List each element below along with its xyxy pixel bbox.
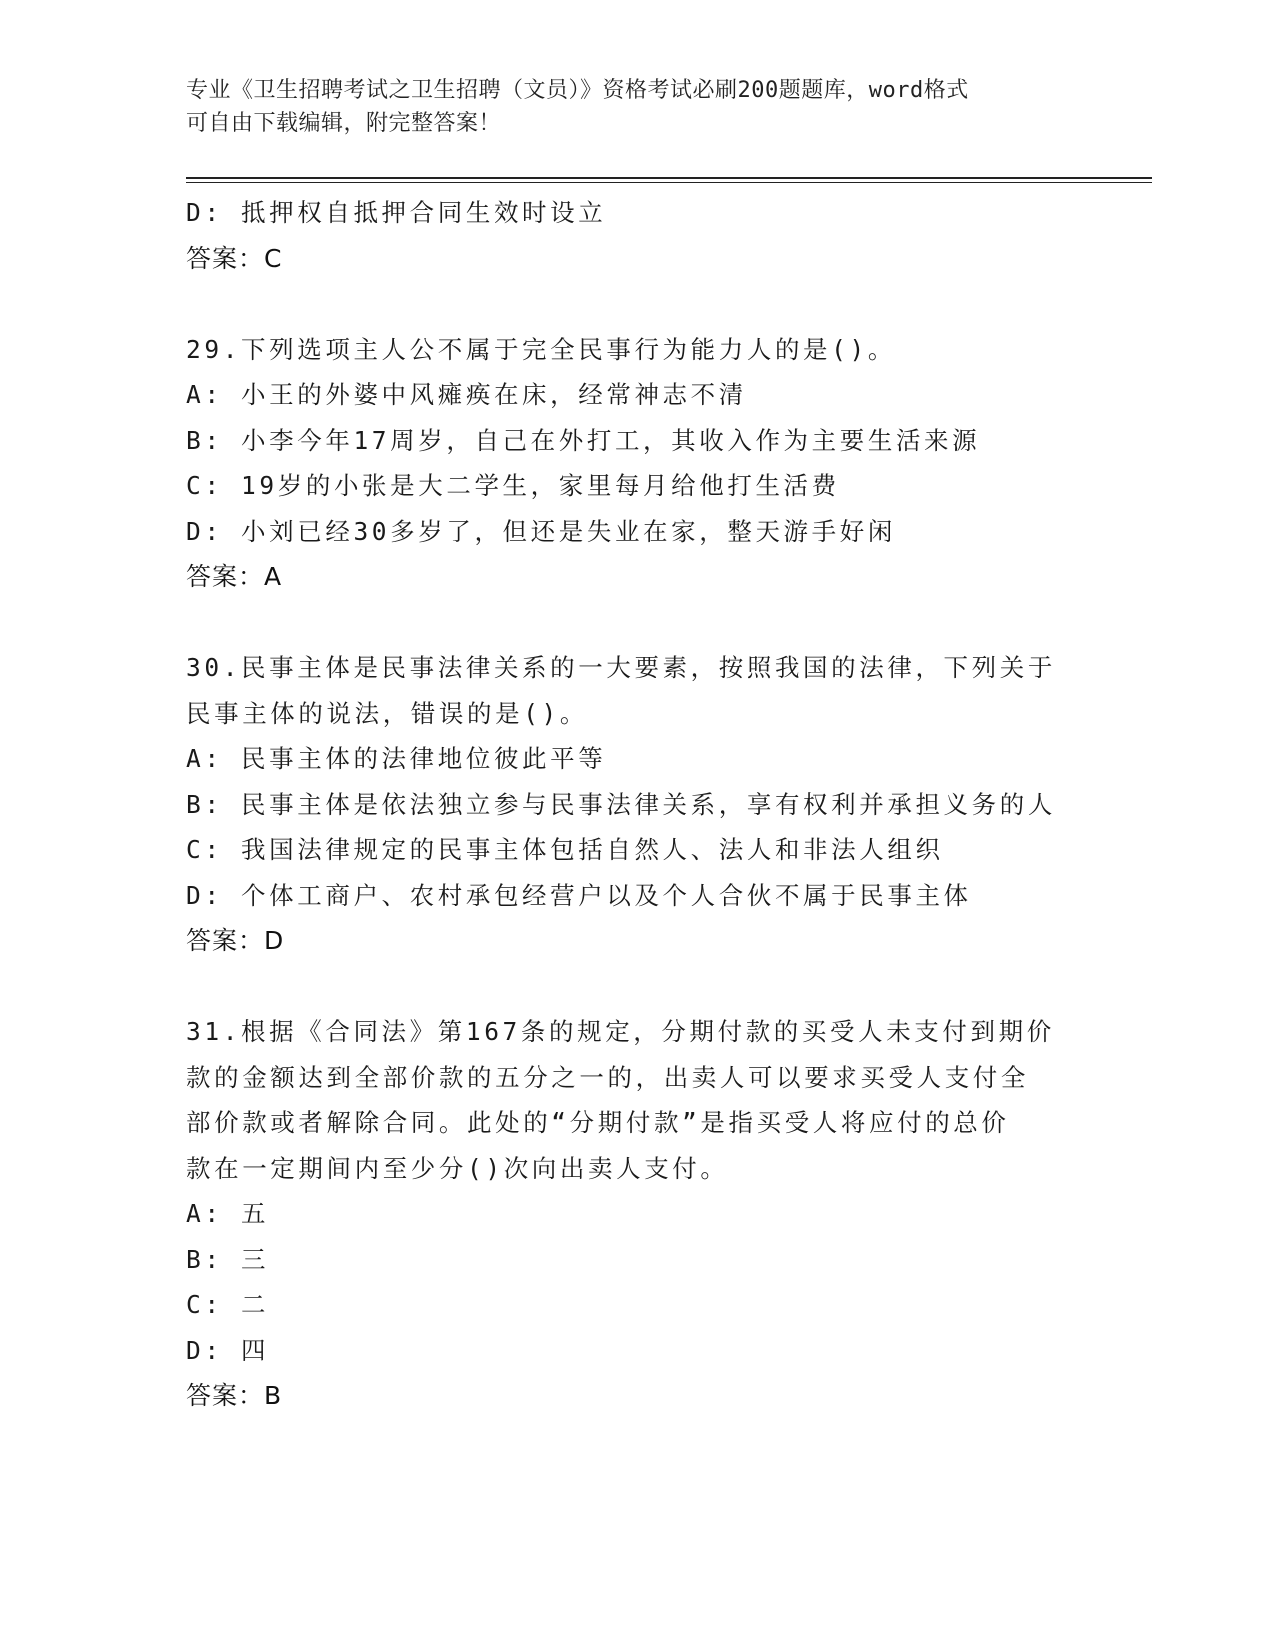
option-c: C: 我国法律规定的民事主体包括自然人、法人和非法人组织 <box>186 835 944 864</box>
option-d: D: 小刘已经30多岁了，但还是失业在家，整天游手好闲 <box>186 516 896 546</box>
option-b: B: 小李今年17周岁，自己在外打工，其收入作为主要生活来源 <box>186 425 981 455</box>
question-28-tail <box>186 190 1086 281</box>
answer-line: 答案：C <box>186 243 283 273</box>
answer-line: 答案：A <box>186 562 283 591</box>
option-d: D: 个体工商户、农村承包经营户以及个人合伙不属于民事主体 <box>186 880 972 910</box>
spacer <box>186 600 1086 646</box>
option-d: D: 抵押权自抵押合同生效时设立 <box>186 198 607 227</box>
spacer <box>186 964 1086 1010</box>
spacer <box>186 281 1086 327</box>
question-stem-line-1: 30.民事主体是民事法律关系的一大要素，按照我国的法律，下列关于 <box>186 653 1056 682</box>
question-stem-line-4: 款在一定期间内至少分()次向出卖人支付。 <box>186 1153 729 1183</box>
option-b: B: 民事主体是依法独立参与民事法律关系，享有权利并承担义务的人 <box>186 789 1056 819</box>
document-body <box>186 190 1086 1419</box>
option-b: B: 三 <box>186 1244 270 1274</box>
option-a: A: 五 <box>186 1199 270 1228</box>
answer-line: 答案：D <box>186 926 285 955</box>
option-c: C: 19岁的小张是大二学生，家里每月给他打生活费 <box>186 471 840 500</box>
document-header <box>186 74 1066 140</box>
header-rule-thick <box>186 177 1152 179</box>
question-31 <box>186 1009 1086 1419</box>
question-stem-line-2: 民事主体的说法，错误的是()。 <box>186 698 588 728</box>
question-stem-line-3: 部价款或者解除合同。此处的“分期付款”是指买受人将应付的总价 <box>186 1108 1010 1137</box>
option-a: A: 小王的外婆中风瘫痪在床，经常神志不清 <box>186 380 747 409</box>
question-30 <box>186 645 1086 964</box>
question-stem-line-1: 31.根据《合同法》第167条的规定，分期付款的买受人未支付到期价 <box>186 1017 1055 1046</box>
option-a: A: 民事主体的法律地位彼此平等 <box>186 744 607 773</box>
question-29 <box>186 327 1086 600</box>
question-stem-line-2: 款的金额达到全部价款的五分之一的，出卖人可以要求买受人支付全 <box>186 1062 1029 1092</box>
answer-line: 答案：B <box>186 1381 283 1410</box>
header-line-2: 可自由下载编辑，附完整答案！ <box>186 111 502 136</box>
option-c: C: 二 <box>186 1290 270 1319</box>
option-d: D: 四 <box>186 1335 270 1365</box>
header-rule-thin <box>186 182 1152 183</box>
header-line-1: 专业《卫生招聘考试之卫生招聘（文员）》资格考试必刷200题题库，word格式 <box>186 78 969 103</box>
question-stem: 29.下列选项主人公不属于完全民事行为能力人的是()。 <box>186 334 896 364</box>
